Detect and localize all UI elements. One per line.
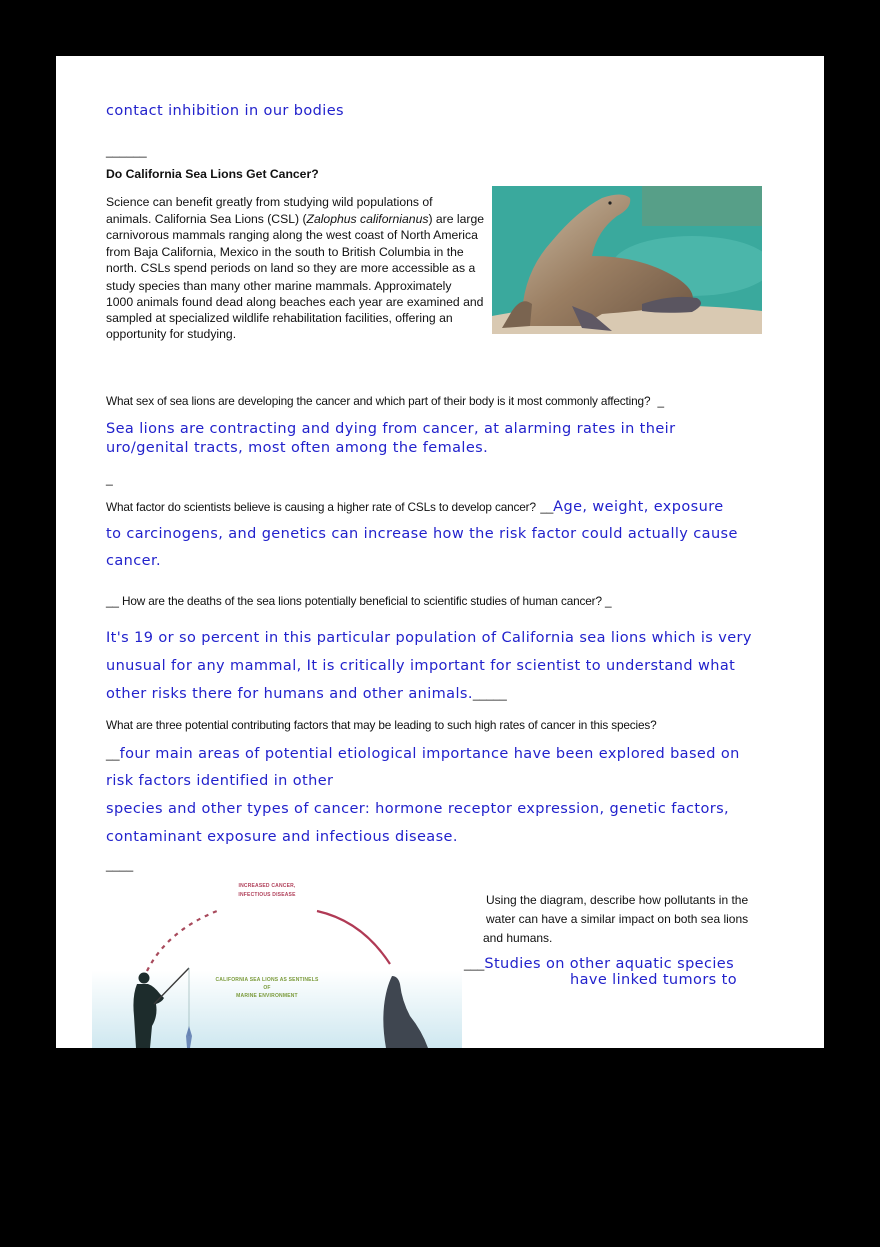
question-1-blank: _ — [657, 394, 664, 408]
answer-2-line-2: to carcinogens, and genetics can increase how the risk factor could actually cause — [106, 526, 738, 542]
answer-3-line-3-wrap: other risks there for humans and other animals._____ — [106, 686, 507, 702]
intro-line: sampled at specialized wildlife rehabilitation facilities, offering an — [106, 311, 453, 325]
question-3: __ How are the deaths of the sea lions potentially beneficial to scientific studies of human cancer? _ — [106, 594, 612, 608]
separator-blank: ______ — [106, 144, 147, 158]
intro-line: animals. California Sea Lions (CSL) (Zalophus californianus) are large — [106, 211, 484, 226]
answer-4-line-4: contaminant exposure and infectious disease. — [106, 829, 458, 845]
answer-3-line-3: other risks there for humans and other animals. — [106, 686, 473, 702]
diagram-arc-icon — [92, 876, 462, 1048]
sea-lion-image-icon — [492, 186, 762, 334]
answer-4-line-1-wrap: __four main areas of potential etiological importance have been explored based on — [106, 746, 740, 762]
sea-lion-photo — [492, 186, 762, 334]
answer-3-line-2: unusual for any mammal, It is critically important for scientist to understand what — [106, 658, 736, 674]
answer-4-line-1: four main areas of potential etiological importance have been explored based on — [119, 746, 740, 762]
answer-contact-inhibition: contact inhibition in our bodies — [106, 103, 344, 119]
answer-1-trailing-blank: _ — [106, 472, 113, 486]
answer-3-line-1: It's 19 or so percent in this particular population of California sea lions which is very — [106, 630, 752, 646]
answer-5-line-1-wrap: ___Studies on other aquatic species — [464, 956, 735, 972]
answer-1-line-2: uro/genital tracts, most often among the females. — [106, 440, 489, 456]
diagram-top-label: INCREASED CANCER, INFECTIOUS DISEASE — [238, 883, 296, 898]
sea-lion-silhouette-icon — [383, 976, 428, 1048]
answer-4-trailing-blank: ____ — [106, 858, 134, 872]
answer-4-line-2: risk factors identified in other — [106, 773, 334, 789]
answer-2-line-3: cancer. — [106, 553, 161, 569]
question-4: What are three potential contributing factors that may be leading to such high rates of cancer in this species? — [106, 718, 657, 732]
section-title: Do California Sea Lions Get Cancer? — [106, 167, 319, 181]
intro-line: from Baja California, Mexico in the south to British Columbia in the — [106, 244, 464, 259]
intro-line: carnivorous mammals ranging along the west coast of North America — [106, 228, 478, 242]
answer-2-line-1: Age, weight, exposure — [553, 499, 724, 515]
intro-line: north. CSLs spend periods on land so they are more accessible as a — [106, 261, 476, 275]
intro-line: study species than many other marine mammals. Approximately — [106, 278, 452, 293]
intro-line: Science can benefit greatly from studying wild populations of — [106, 195, 433, 209]
answer-4-line-3: species and other types of cancer: hormone receptor expression, genetic factors, — [106, 801, 730, 817]
intro-line: opportunity for studying. — [106, 327, 237, 341]
fisherman-silhouette-icon — [133, 973, 164, 1049]
sentinel-diagram — [92, 876, 462, 1048]
intro-paragraph — [106, 194, 496, 342]
species-name: Zalophus californianus — [306, 211, 429, 226]
intro-line: 1000 animals found dead along beaches each year are examined and — [106, 295, 484, 309]
answer-1-line-1: Sea lions are contracting and dying from cancer, at alarming rates in their — [106, 421, 676, 437]
document-page — [56, 56, 824, 1048]
question-5: Using the diagram, describe how pollutants in the water can have a similar impact on both sea lions and humans. — [483, 893, 749, 945]
diagram-center-label: CALIFORNIA SEA LIONS AS SENTINELS OF MARINE ENVIRONMENT — [215, 977, 319, 999]
question-1: What sex of sea lions are developing the cancer and which part of their body is it most commonly affecting? _ — [106, 394, 664, 408]
answer-5-line-1: Studies on other aquatic species — [484, 956, 735, 972]
question-2: What factor do scientists believe is causing a higher rate of CSLs to develop cancer? __Age, weight, exposure — [106, 499, 724, 515]
answer-5-line-2: have linked tumors to — [570, 972, 738, 988]
